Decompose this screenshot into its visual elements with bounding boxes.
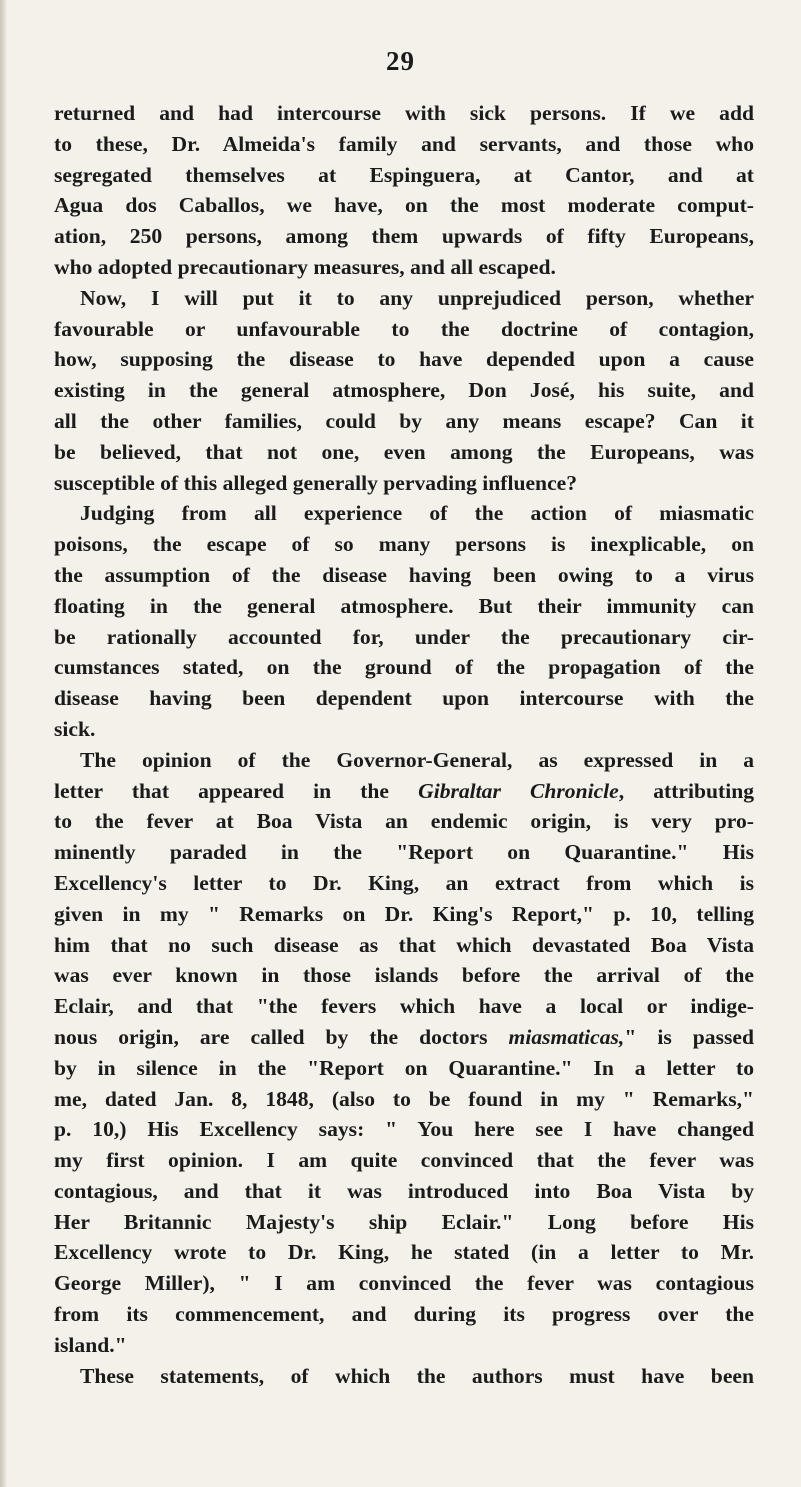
- text-line: sick.: [54, 716, 96, 741]
- text-line: existing in the general atmosphere, Don José, his suite, and: [54, 378, 754, 403]
- text-line: him that no such disease as that which devastated Boa Vista: [54, 932, 754, 957]
- text-run: , attributing: [618, 778, 755, 803]
- text-line: was ever known in those islands before the arrival of the: [54, 963, 754, 988]
- text-line: George Miller), " I am convinced the fever was contagious: [54, 1271, 754, 1296]
- text-line: ation, 250 persons, among them upwards of fifty Europeans,: [54, 224, 754, 249]
- paragraph-start-line: The opinion of the Governor-General, as expressed in a: [80, 747, 754, 772]
- text-line: [54, 776, 754, 807]
- text-line: Excellency wrote to Dr. King, he stated (in a letter to Mr.: [54, 1240, 754, 1265]
- text-line: p. 10,) His Excellency says: " You here see I have changed: [54, 1117, 754, 1142]
- text-line: Eclair, and that "the fevers which have a local or indige-: [54, 994, 754, 1019]
- text-line: island.": [54, 1332, 127, 1357]
- text-line: segregated themselves at Espinguera, at Cantor, and at: [54, 162, 754, 187]
- text-line: Agua dos Caballos, we have, on the most moderate comput-: [54, 193, 754, 218]
- text-line: favourable or unfavourable to the doctrine of contagion,: [54, 316, 754, 341]
- text-line: minently paraded in the "Report on Quarantine." His: [54, 840, 754, 865]
- paragraph-start-line: These statements, of which the authors must have been: [80, 1363, 754, 1388]
- paragraph-start-line: Now, I will put it to any unprejudiced person, whether: [80, 285, 754, 310]
- text-line: Excellency's letter to Dr. King, an extract from which is: [54, 870, 754, 895]
- text-line: my first opinion. I am quite convinced that the fever was: [54, 1148, 754, 1173]
- text-line: [54, 1022, 754, 1053]
- text-line: all the other families, could by any means escape? Can it: [54, 408, 754, 433]
- italic-term: miasmaticas,: [508, 1024, 625, 1049]
- text-line: poisons, the escape of so many persons is inexplicable, on: [54, 532, 754, 557]
- page-number: 29: [386, 46, 415, 76]
- text-line: by in silence in the "Report on Quarantine." In a letter to: [54, 1055, 754, 1080]
- text-line: from its commencement, and during its progress over the: [54, 1302, 754, 1327]
- text-line: given in my " Remarks on Dr. King's Report," p. 10, telling: [54, 901, 754, 926]
- text-line: to these, Dr. Almeida's family and servants, and those who: [54, 131, 754, 156]
- body-text: [54, 98, 754, 1391]
- text-line: to the fever at Boa Vista an endemic origin, is very pro-: [54, 809, 754, 834]
- text-line: be rationally accounted for, under the precautionary cir-: [54, 624, 754, 649]
- text-line: returned and had intercourse with sick persons. If we add: [54, 101, 754, 125]
- paragraph-start-line: Judging from all experience of the action of miasmatic: [80, 501, 754, 526]
- text-line: Her Britannic Majesty's ship Eclair." Long before His: [54, 1209, 754, 1234]
- text-line: susceptible of this alleged generally pervading influence?: [54, 470, 578, 495]
- text-line: how, supposing the disease to have depended upon a cause: [54, 347, 754, 372]
- text-line: cumstances stated, on the ground of the propagation of the: [54, 655, 754, 680]
- text-line: me, dated Jan. 8, 1848, (also to be found in my " Remarks,": [54, 1086, 754, 1111]
- text-run: nous origin, are called by the doctors: [54, 1024, 509, 1049]
- page-edge-shadow: [0, 0, 6, 1487]
- text-run: letter that appeared in the: [54, 778, 419, 803]
- text-line: contagious, and that it was introduced into Boa Vista by: [54, 1178, 754, 1203]
- text-line: the assumption of the disease having been owing to a virus: [54, 562, 754, 587]
- text-line: floating in the general atmosphere. But their immunity can: [54, 593, 754, 618]
- text-run: " is passed: [624, 1024, 754, 1049]
- text-line: disease having been dependent upon intercourse with the: [54, 686, 754, 711]
- text-line: be believed, that not one, even among the Europeans, was: [54, 439, 754, 464]
- newspaper-title: Gibraltar Chronicle: [418, 778, 619, 803]
- text-line: who adopted precautionary measures, and all escaped.: [54, 254, 556, 279]
